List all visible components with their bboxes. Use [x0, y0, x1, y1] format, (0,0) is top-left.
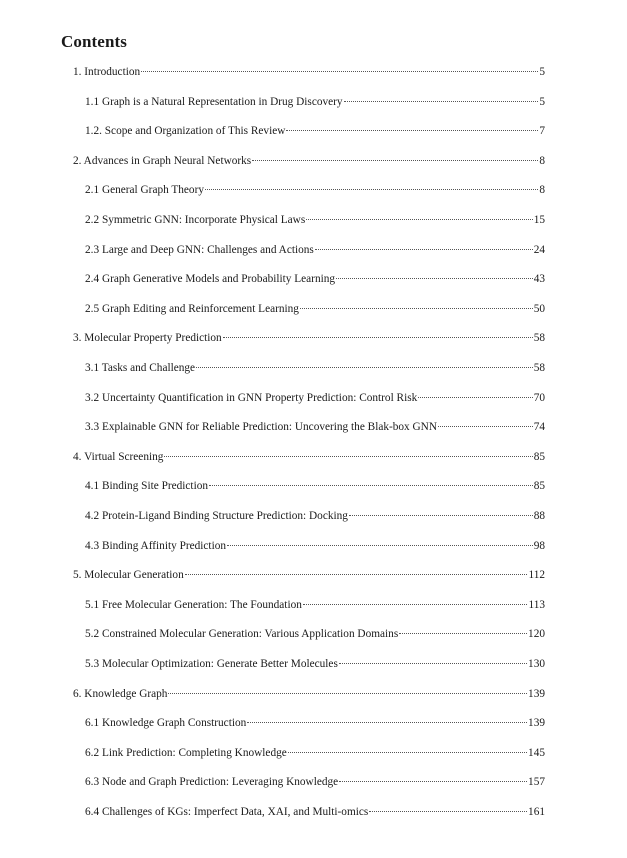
toc-entry[interactable] — [73, 449, 545, 465]
toc-entry-page-number: 85 — [533, 450, 545, 463]
toc-entry[interactable] — [73, 64, 545, 80]
toc-entry-page-number: 88 — [533, 510, 545, 522]
dot-leader — [303, 604, 528, 605]
toc-entry[interactable] — [85, 94, 545, 110]
dot-leader — [227, 545, 533, 546]
dot-leader — [315, 249, 533, 250]
toc-entry-title: 2. Advances in Graph Neural Networks — [73, 154, 252, 167]
toc-entry-title: 4.3 Binding Affinity Prediction — [85, 539, 227, 552]
toc-entry-title: 5.2 Constrained Molecular Generation: Various Application Domains — [85, 628, 399, 641]
toc-entry[interactable] — [85, 715, 545, 731]
toc-entry[interactable] — [73, 567, 545, 583]
toc-entry-title: 1.2. Scope and Organization of This Review — [85, 125, 286, 138]
dot-leader — [286, 130, 538, 131]
dot-leader — [288, 752, 527, 753]
dot-leader — [252, 160, 538, 161]
toc-entry-page-number: 112 — [528, 569, 545, 582]
dot-leader — [196, 367, 533, 368]
toc-entry-page-number: 5 — [539, 66, 545, 78]
toc-entry-title: 3.1 Tasks and Challenge — [85, 362, 196, 374]
toc-entry-page-number: 58 — [533, 332, 545, 345]
toc-entry-title: 1. Introduction — [73, 66, 141, 78]
toc-entry-page-number: 98 — [533, 539, 545, 552]
dot-leader — [336, 278, 533, 279]
toc-entry-page-number: 74 — [533, 421, 545, 434]
toc-entry[interactable] — [85, 301, 545, 317]
toc-entry[interactable] — [85, 745, 545, 761]
dot-leader — [339, 781, 527, 782]
toc-entry-title: 3.2 Uncertainty Quantification in GNN Property Prediction: Control Risk — [85, 391, 418, 404]
contents-heading: Contents — [61, 32, 127, 51]
toc-entry[interactable] — [85, 774, 545, 790]
toc-entry[interactable] — [85, 508, 545, 524]
dot-leader — [300, 308, 533, 309]
toc-entry-title: 2.4 Graph Generative Models and Probability Learning — [85, 273, 336, 286]
dot-leader — [369, 811, 527, 812]
toc-entry-page-number: 157 — [528, 776, 545, 789]
dot-leader — [306, 219, 532, 220]
dot-leader — [438, 426, 533, 427]
toc-entry-page-number: 113 — [528, 598, 545, 611]
toc-entry-title: 6.4 Challenges of KGs: Imperfect Data, XAI, and Multi-omics — [85, 806, 369, 818]
toc-entry-page-number: 15 — [533, 214, 545, 226]
toc-entry-title: 2.3 Large and Deep GNN: Challenges and Actions — [85, 243, 314, 256]
toc-entry[interactable] — [85, 123, 545, 139]
toc-entry-page-number: 120 — [528, 628, 545, 641]
toc-entry-page-number: 8 — [539, 184, 545, 197]
toc-entry[interactable] — [85, 360, 545, 376]
toc-entry-page-number: 85 — [533, 480, 545, 493]
toc-entry-title: 6.1 Knowledge Graph Construction — [85, 717, 247, 730]
toc-entry[interactable] — [85, 271, 545, 287]
dot-leader — [205, 189, 538, 190]
toc-entry-page-number: 5 — [539, 95, 545, 108]
toc-entry[interactable] — [85, 656, 545, 672]
toc-entry-title: 6.3 Node and Graph Prediction: Leveraging Knowledge — [85, 776, 339, 789]
toc-entry-title: 4.2 Protein-Ligand Binding Structure Prediction: Docking — [85, 510, 348, 522]
dot-leader — [247, 722, 527, 723]
toc-entry-title: 6. Knowledge Graph — [73, 687, 168, 700]
toc-entry[interactable] — [85, 478, 545, 494]
toc-entry-page-number: 7 — [539, 125, 545, 138]
toc-entry[interactable] — [85, 390, 545, 406]
toc-entry-title: 2.1 General Graph Theory — [85, 184, 204, 197]
toc-entry-page-number: 139 — [528, 687, 545, 700]
toc-entry[interactable] — [73, 153, 545, 169]
toc-entry-page-number: 130 — [528, 658, 545, 670]
toc-entry-title: 3.3 Explainable GNN for Reliable Prediction: Uncovering the Blak-box GNN — [85, 421, 438, 434]
toc-entry-title: 4.1 Binding Site Prediction — [85, 480, 209, 493]
toc-entry-page-number: 161 — [528, 806, 545, 818]
dot-leader — [349, 515, 533, 516]
toc-entry-page-number: 8 — [539, 154, 545, 167]
toc-entry[interactable] — [85, 212, 545, 228]
dot-leader — [339, 663, 527, 664]
toc-entry-title: 5. Molecular Generation — [73, 569, 184, 582]
toc-entry-title: 1.1 Graph is a Natural Representation in Drug Discovery — [85, 95, 343, 108]
toc-entry[interactable] — [85, 804, 545, 820]
dot-leader — [141, 71, 538, 72]
toc-entry[interactable] — [85, 182, 545, 198]
dot-leader — [164, 456, 532, 457]
toc-entry[interactable] — [73, 686, 545, 702]
toc-entry-title: 2.5 Graph Editing and Reinforcement Learning — [85, 302, 299, 315]
toc-entry-title: 6.2 Link Prediction: Completing Knowledge — [85, 746, 287, 759]
toc-entry-page-number: 139 — [528, 717, 545, 730]
toc-entry[interactable] — [85, 597, 545, 613]
dot-leader — [209, 485, 533, 486]
dot-leader — [185, 574, 528, 575]
toc-entry[interactable] — [85, 242, 545, 258]
dot-leader — [344, 101, 539, 102]
toc-entry-page-number: 50 — [533, 302, 545, 315]
toc-entry-page-number: 43 — [533, 273, 545, 286]
toc-entry[interactable] — [85, 419, 545, 435]
dot-leader — [418, 397, 532, 398]
toc-entry-title: 3. Molecular Property Prediction — [73, 332, 222, 345]
dot-leader — [399, 633, 527, 634]
toc-entry-title: 4. Virtual Screening — [73, 450, 164, 463]
dot-leader — [168, 693, 527, 694]
toc-entry-page-number: 70 — [533, 391, 545, 404]
dot-leader — [223, 337, 533, 338]
toc-entry-title: 5.3 Molecular Optimization: Generate Better Molecules — [85, 658, 338, 670]
toc-entry-page-number: 58 — [533, 362, 545, 374]
toc-entry-title: 5.1 Free Molecular Generation: The Foundation — [85, 598, 302, 611]
toc-entry-page-number: 145 — [528, 746, 545, 759]
toc-entry[interactable] — [85, 538, 545, 554]
toc-entry[interactable] — [85, 626, 545, 642]
toc-entry-page-number: 24 — [533, 243, 545, 256]
toc-entry-title: 2.2 Symmetric GNN: Incorporate Physical Laws — [85, 214, 306, 226]
toc-entry[interactable] — [73, 330, 545, 346]
